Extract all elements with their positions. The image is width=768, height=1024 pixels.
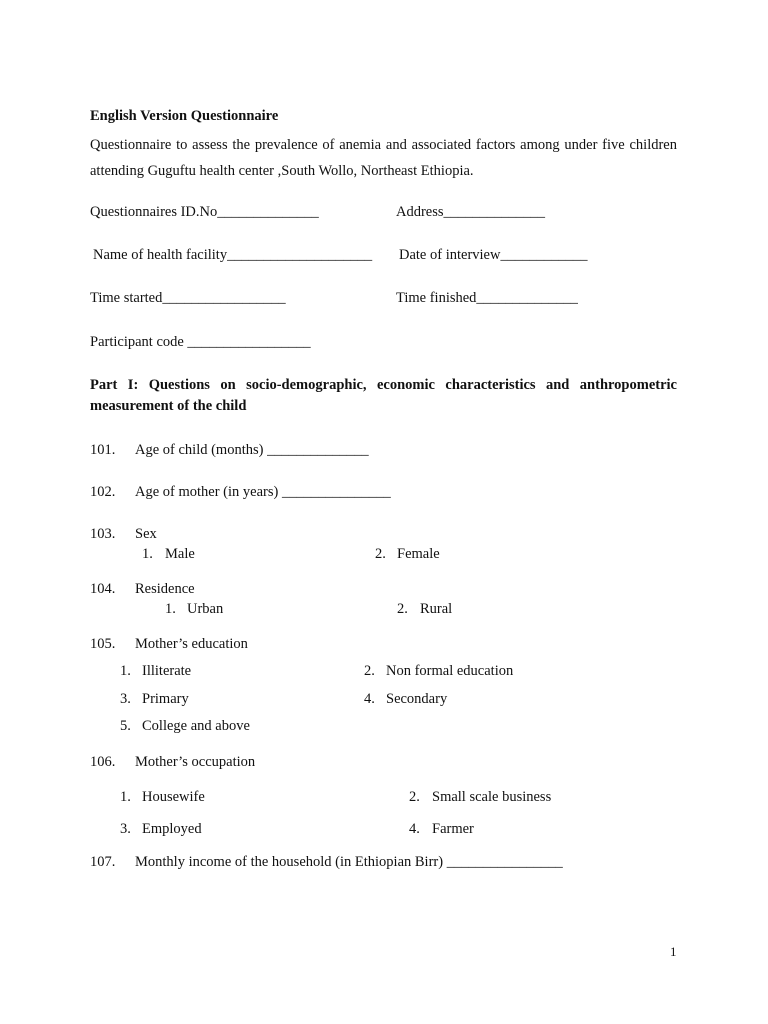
- question-text: Mother’s occupation: [135, 754, 256, 770]
- option-label: Non formal education: [386, 663, 514, 679]
- option-number: 1.: [165, 601, 176, 617]
- question-number: 106.: [90, 754, 116, 770]
- time-started-field: Time started_________________: [90, 290, 286, 306]
- participant-code-field: Participant code _________________: [90, 334, 311, 350]
- option-label: Farmer: [432, 821, 474, 837]
- option-label: Female: [397, 546, 440, 562]
- health-facility-field: Name of health facility____________________: [93, 247, 373, 263]
- option-label: Urban: [187, 601, 224, 617]
- option-number: 1.: [120, 789, 131, 805]
- page-number: 1: [670, 944, 677, 959]
- question-text: Age of child (months) ______________: [135, 442, 369, 458]
- date-of-interview-field: Date of interview____________: [399, 247, 588, 263]
- option-label: College and above: [142, 718, 250, 734]
- option-number: 2.: [364, 663, 375, 679]
- option-number: 2.: [375, 546, 386, 562]
- question-number: 101.: [90, 442, 116, 458]
- option-number: 3.: [120, 821, 131, 837]
- question-number: 105.: [90, 636, 116, 652]
- question-number: 102.: [90, 484, 116, 500]
- intro-paragraph: Questionnaire to assess the prevalence of anemia and associated factors among under five children attending Guguftu health center ,South Wollo, Northeast Ethiopia.: [90, 137, 677, 179]
- option-number: 4.: [364, 691, 375, 707]
- question-text: Age of mother (in years) _______________: [135, 484, 391, 500]
- option-number: 1.: [142, 546, 153, 562]
- option-label: Secondary: [386, 691, 448, 707]
- option-label: Small scale business: [432, 789, 552, 805]
- question-text: Mother’s education: [135, 636, 248, 652]
- time-finished-field: Time finished______________: [396, 290, 578, 306]
- option-number: 2.: [409, 789, 420, 805]
- option-label: Rural: [420, 601, 453, 617]
- option-number: 5.: [120, 718, 131, 734]
- option-label: Illiterate: [142, 663, 192, 679]
- question-number: 107.: [90, 854, 116, 870]
- part-one-heading: Part I: Questions on socio-demographic, economic characteristics and anthropometric measurement of the child: [90, 377, 677, 414]
- option-label: Primary: [142, 691, 189, 707]
- questionnaire-id-field: Questionnaires ID.No______________: [90, 204, 319, 220]
- address-field: Address______________: [396, 204, 546, 220]
- option-number: 3.: [120, 691, 131, 707]
- option-label: Male: [165, 546, 195, 562]
- question-text: Sex: [135, 526, 157, 542]
- option-number: 2.: [397, 601, 408, 617]
- option-label: Housewife: [142, 789, 205, 805]
- question-text: Monthly income of the household (in Ethiopian Birr) ________________: [135, 854, 563, 870]
- question-text: Residence: [135, 581, 195, 597]
- question-number: 104.: [90, 581, 116, 597]
- option-label: Employed: [142, 821, 202, 837]
- option-number: 4.: [409, 821, 420, 837]
- option-number: 1.: [120, 663, 131, 679]
- document-title: English Version Questionnaire: [90, 108, 279, 124]
- question-number: 103.: [90, 526, 116, 542]
